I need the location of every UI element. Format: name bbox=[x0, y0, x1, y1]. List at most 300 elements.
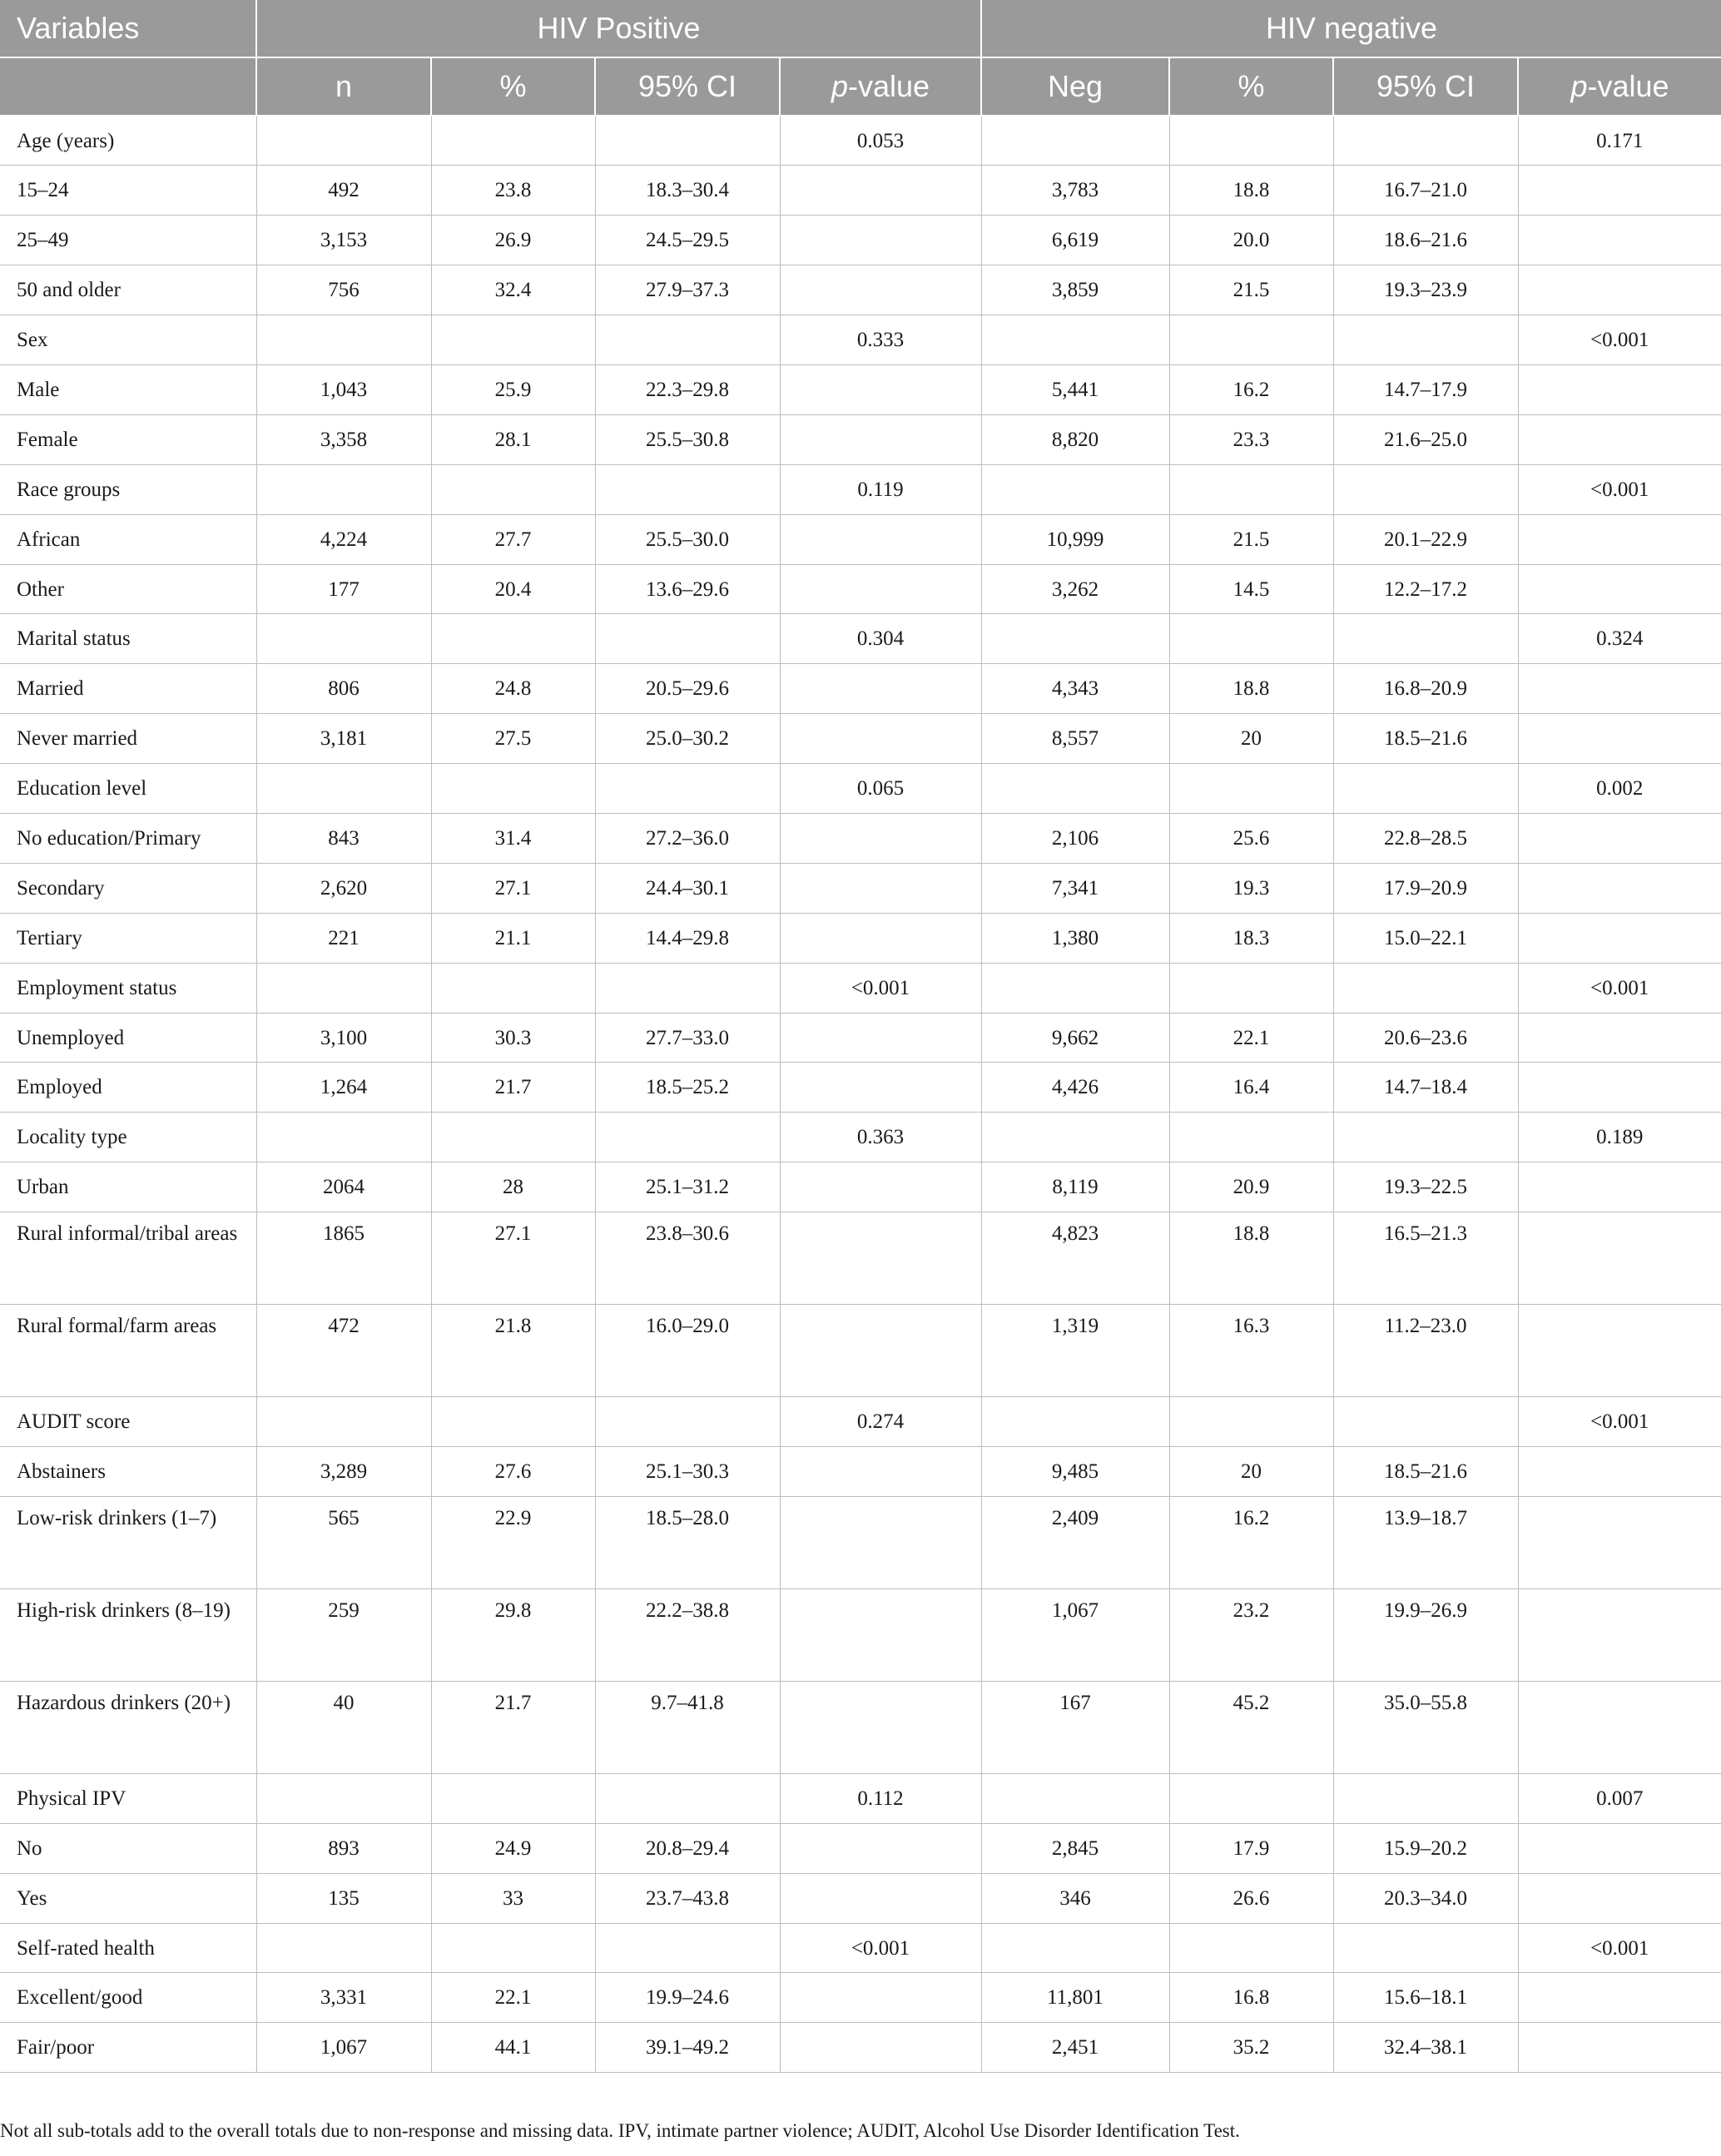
cell-pos-p-value bbox=[780, 1496, 981, 1589]
cell-pos-percent bbox=[431, 464, 595, 514]
header-neg-p-italic: p bbox=[1570, 69, 1588, 103]
cell-pos-n: 893 bbox=[256, 1823, 431, 1873]
header-neg-n: Neg bbox=[981, 57, 1169, 116]
cell-row-label: Hazardous drinkers (20+) bbox=[0, 1681, 256, 1773]
cell-pos-percent bbox=[431, 1923, 595, 1973]
cell-pos-ci: 23.8–30.6 bbox=[595, 1212, 780, 1305]
cell-pos-percent bbox=[431, 764, 595, 814]
cell-pos-p-value bbox=[780, 1162, 981, 1212]
cell-neg-n: 8,557 bbox=[981, 714, 1169, 764]
cell-row-label: No education/Primary bbox=[0, 813, 256, 863]
header-pos-p-value bbox=[780, 57, 981, 116]
cell-neg-percent bbox=[1169, 315, 1333, 365]
cell-neg-ci: 18.5–21.6 bbox=[1333, 714, 1518, 764]
cell-neg-n: 1,067 bbox=[981, 1589, 1169, 1681]
cell-row-label: Employed bbox=[0, 1063, 256, 1113]
cell-neg-p-value bbox=[1518, 216, 1721, 265]
cell-row-label: Excellent/good bbox=[0, 1973, 256, 2023]
cell-neg-n: 346 bbox=[981, 1873, 1169, 1923]
header-neg-p-suffix: -value bbox=[1587, 69, 1669, 103]
cell-neg-p-value bbox=[1518, 913, 1721, 963]
table-row bbox=[0, 1589, 1721, 1681]
table-row bbox=[0, 1063, 1721, 1113]
cell-neg-p-value bbox=[1518, 364, 1721, 414]
cell-pos-p-value: 0.065 bbox=[780, 764, 981, 814]
cell-row-label: Self-rated health bbox=[0, 1923, 256, 1973]
table-row bbox=[0, 863, 1721, 913]
table-row bbox=[0, 315, 1721, 365]
cell-pos-n: 40 bbox=[256, 1681, 431, 1773]
cell-pos-p-value bbox=[780, 1823, 981, 1873]
header-pos-p-italic: p bbox=[831, 69, 848, 103]
cell-neg-percent: 19.3 bbox=[1169, 863, 1333, 913]
cell-row-label: Employment status bbox=[0, 963, 256, 1013]
cell-pos-n: 135 bbox=[256, 1873, 431, 1923]
cell-row-label: Race groups bbox=[0, 464, 256, 514]
table-body bbox=[0, 116, 1721, 2073]
cell-neg-percent: 45.2 bbox=[1169, 1681, 1333, 1773]
cell-pos-ci bbox=[595, 116, 780, 166]
cell-neg-p-value bbox=[1518, 514, 1721, 564]
cell-pos-ci: 25.1–30.3 bbox=[595, 1446, 780, 1496]
cell-neg-percent: 16.2 bbox=[1169, 1496, 1333, 1589]
cell-neg-n bbox=[981, 315, 1169, 365]
cell-row-label: Sex bbox=[0, 315, 256, 365]
cell-pos-ci: 18.5–25.2 bbox=[595, 1063, 780, 1113]
cell-pos-ci bbox=[595, 315, 780, 365]
cell-pos-p-value bbox=[780, 714, 981, 764]
table-row bbox=[0, 1873, 1721, 1923]
cell-pos-p-value bbox=[780, 1681, 981, 1773]
cell-neg-ci: 32.4–38.1 bbox=[1333, 2023, 1518, 2073]
cell-neg-percent: 16.2 bbox=[1169, 364, 1333, 414]
cell-neg-n: 7,341 bbox=[981, 863, 1169, 913]
cell-pos-percent: 32.4 bbox=[431, 265, 595, 315]
cell-neg-percent: 23.2 bbox=[1169, 1589, 1333, 1681]
table-row bbox=[0, 1496, 1721, 1589]
cell-neg-p-value bbox=[1518, 1973, 1721, 2023]
cell-pos-ci: 25.5–30.8 bbox=[595, 414, 780, 464]
cell-neg-n: 9,662 bbox=[981, 1013, 1169, 1063]
cell-pos-percent: 31.4 bbox=[431, 813, 595, 863]
cell-pos-n: 806 bbox=[256, 664, 431, 714]
cell-pos-p-value: 0.304 bbox=[780, 614, 981, 664]
cell-pos-n bbox=[256, 963, 431, 1013]
cell-neg-n: 4,823 bbox=[981, 1212, 1169, 1305]
cell-row-label: Unemployed bbox=[0, 1013, 256, 1063]
cell-row-label: 25–49 bbox=[0, 216, 256, 265]
cell-neg-n bbox=[981, 963, 1169, 1013]
cell-neg-ci: 15.6–18.1 bbox=[1333, 1973, 1518, 2023]
cell-neg-percent: 16.3 bbox=[1169, 1305, 1333, 1397]
cell-neg-ci: 19.3–23.9 bbox=[1333, 265, 1518, 315]
header-hiv-positive: HIV Positive bbox=[256, 0, 981, 57]
cell-pos-ci: 24.4–30.1 bbox=[595, 863, 780, 913]
cell-pos-ci: 18.3–30.4 bbox=[595, 166, 780, 216]
cell-pos-n: 756 bbox=[256, 265, 431, 315]
cell-neg-ci bbox=[1333, 1923, 1518, 1973]
cell-neg-percent bbox=[1169, 614, 1333, 664]
table-row bbox=[0, 1446, 1721, 1496]
table-row bbox=[0, 913, 1721, 963]
cell-neg-n: 8,119 bbox=[981, 1162, 1169, 1212]
cell-pos-p-value: 0.112 bbox=[780, 1773, 981, 1823]
cell-neg-p-value bbox=[1518, 1305, 1721, 1397]
cell-pos-n bbox=[256, 464, 431, 514]
cell-pos-p-value bbox=[780, 913, 981, 963]
cell-neg-p-value: <0.001 bbox=[1518, 464, 1721, 514]
cell-pos-n: 1,264 bbox=[256, 1063, 431, 1113]
cell-neg-p-value bbox=[1518, 1823, 1721, 1873]
table-row bbox=[0, 564, 1721, 614]
table-row bbox=[0, 514, 1721, 564]
cell-pos-percent bbox=[431, 1773, 595, 1823]
cell-pos-p-value bbox=[780, 1063, 981, 1113]
cell-pos-percent: 27.5 bbox=[431, 714, 595, 764]
cell-pos-n: 3,289 bbox=[256, 1446, 431, 1496]
cell-row-label: Tertiary bbox=[0, 913, 256, 963]
cell-pos-ci bbox=[595, 464, 780, 514]
cell-pos-p-value: <0.001 bbox=[780, 1923, 981, 1973]
sub-header-row bbox=[0, 57, 1721, 116]
cell-row-label: Female bbox=[0, 414, 256, 464]
cell-neg-ci: 19.3–22.5 bbox=[1333, 1162, 1518, 1212]
cell-row-label: Abstainers bbox=[0, 1446, 256, 1496]
cell-pos-ci: 39.1–49.2 bbox=[595, 2023, 780, 2073]
cell-neg-n: 1,380 bbox=[981, 913, 1169, 963]
cell-neg-ci: 35.0–55.8 bbox=[1333, 1681, 1518, 1773]
cell-pos-p-value bbox=[780, 414, 981, 464]
table-row bbox=[0, 1823, 1721, 1873]
cell-row-label: AUDIT score bbox=[0, 1397, 256, 1447]
cell-neg-ci bbox=[1333, 464, 1518, 514]
table-footnote: Not all sub-totals add to the overall totals due to non-response and missing data. IPV, intimate partner violence; AUDIT, Alcohol Use Disorder Identification Test. bbox=[0, 2120, 1240, 2141]
cell-pos-ci: 20.5–29.6 bbox=[595, 664, 780, 714]
cell-neg-p-value bbox=[1518, 166, 1721, 216]
cell-pos-n bbox=[256, 1773, 431, 1823]
cell-neg-ci: 16.5–21.3 bbox=[1333, 1212, 1518, 1305]
cell-neg-percent: 35.2 bbox=[1169, 2023, 1333, 2073]
cell-neg-n bbox=[981, 614, 1169, 664]
cell-pos-n: 3,358 bbox=[256, 414, 431, 464]
cell-neg-n bbox=[981, 464, 1169, 514]
cell-neg-n: 6,619 bbox=[981, 216, 1169, 265]
cell-neg-percent: 16.8 bbox=[1169, 1973, 1333, 2023]
cell-pos-ci: 25.1–31.2 bbox=[595, 1162, 780, 1212]
table-row bbox=[0, 1973, 1721, 2023]
cell-neg-p-value: <0.001 bbox=[1518, 315, 1721, 365]
cell-row-label: African bbox=[0, 514, 256, 564]
cell-pos-percent: 24.8 bbox=[431, 664, 595, 714]
cell-pos-ci: 9.7–41.8 bbox=[595, 1681, 780, 1773]
cell-neg-ci: 14.7–17.9 bbox=[1333, 364, 1518, 414]
cell-neg-n: 167 bbox=[981, 1681, 1169, 1773]
cell-neg-percent: 26.6 bbox=[1169, 1873, 1333, 1923]
cell-pos-n bbox=[256, 614, 431, 664]
cell-neg-p-value bbox=[1518, 714, 1721, 764]
cell-neg-n: 4,426 bbox=[981, 1063, 1169, 1113]
cell-neg-n: 8,820 bbox=[981, 414, 1169, 464]
cell-pos-percent: 27.1 bbox=[431, 1212, 595, 1305]
header-pos-percent: % bbox=[431, 57, 595, 116]
table-row bbox=[0, 664, 1721, 714]
cell-neg-n: 2,845 bbox=[981, 1823, 1169, 1873]
cell-neg-percent bbox=[1169, 116, 1333, 166]
cell-row-label: Urban bbox=[0, 1162, 256, 1212]
cell-neg-n: 5,441 bbox=[981, 364, 1169, 414]
cell-neg-percent: 16.4 bbox=[1169, 1063, 1333, 1113]
cell-pos-n bbox=[256, 1397, 431, 1447]
cell-neg-percent: 18.3 bbox=[1169, 913, 1333, 963]
cell-pos-ci bbox=[595, 764, 780, 814]
cell-pos-percent: 24.9 bbox=[431, 1823, 595, 1873]
cell-neg-percent: 23.3 bbox=[1169, 414, 1333, 464]
cell-pos-p-value bbox=[780, 1446, 981, 1496]
header-hiv-negative: HIV negative bbox=[981, 0, 1721, 57]
table-row bbox=[0, 166, 1721, 216]
cell-pos-ci: 27.7–33.0 bbox=[595, 1013, 780, 1063]
cell-neg-p-value: 0.189 bbox=[1518, 1113, 1721, 1162]
cell-neg-percent: 18.8 bbox=[1169, 1212, 1333, 1305]
cell-neg-ci bbox=[1333, 1773, 1518, 1823]
cell-pos-percent bbox=[431, 614, 595, 664]
cell-pos-percent: 28 bbox=[431, 1162, 595, 1212]
cell-pos-p-value bbox=[780, 1589, 981, 1681]
cell-row-label: 50 and older bbox=[0, 265, 256, 315]
cell-neg-ci bbox=[1333, 116, 1518, 166]
cell-neg-p-value bbox=[1518, 1681, 1721, 1773]
cell-neg-p-value bbox=[1518, 414, 1721, 464]
cell-neg-p-value bbox=[1518, 1873, 1721, 1923]
cell-pos-ci: 25.5–30.0 bbox=[595, 514, 780, 564]
cell-neg-ci: 15.0–22.1 bbox=[1333, 913, 1518, 963]
cell-neg-percent bbox=[1169, 764, 1333, 814]
cell-pos-percent: 20.4 bbox=[431, 564, 595, 614]
cell-row-label: Other bbox=[0, 564, 256, 614]
cell-neg-n: 9,485 bbox=[981, 1446, 1169, 1496]
cell-neg-ci: 20.6–23.6 bbox=[1333, 1013, 1518, 1063]
cell-pos-percent: 44.1 bbox=[431, 2023, 595, 2073]
cell-neg-ci: 20.1–22.9 bbox=[1333, 514, 1518, 564]
cell-pos-n: 221 bbox=[256, 913, 431, 963]
cell-pos-n: 2,620 bbox=[256, 863, 431, 913]
cell-neg-ci: 15.9–20.2 bbox=[1333, 1823, 1518, 1873]
cell-neg-percent: 14.5 bbox=[1169, 564, 1333, 614]
cell-neg-ci bbox=[1333, 614, 1518, 664]
cell-pos-percent bbox=[431, 963, 595, 1013]
table-row bbox=[0, 614, 1721, 664]
cell-pos-n: 843 bbox=[256, 813, 431, 863]
cell-neg-n bbox=[981, 1773, 1169, 1823]
header-pos-n: n bbox=[256, 57, 431, 116]
cell-pos-p-value bbox=[780, 166, 981, 216]
cell-row-label: Male bbox=[0, 364, 256, 414]
cell-row-label: Rural informal/tribal areas bbox=[0, 1212, 256, 1305]
cell-neg-ci: 19.9–26.9 bbox=[1333, 1589, 1518, 1681]
cell-row-label: Locality type bbox=[0, 1113, 256, 1162]
cell-row-label: Marital status bbox=[0, 614, 256, 664]
table-row bbox=[0, 116, 1721, 166]
cell-pos-percent: 21.7 bbox=[431, 1063, 595, 1113]
cell-neg-percent: 21.5 bbox=[1169, 514, 1333, 564]
cell-neg-n bbox=[981, 116, 1169, 166]
cell-pos-p-value bbox=[780, 2023, 981, 2073]
cell-pos-n bbox=[256, 315, 431, 365]
cell-pos-n: 1865 bbox=[256, 1212, 431, 1305]
cell-neg-p-value bbox=[1518, 863, 1721, 913]
cell-row-label: 15–24 bbox=[0, 166, 256, 216]
cell-neg-p-value: 0.007 bbox=[1518, 1773, 1721, 1823]
cell-pos-percent: 22.9 bbox=[431, 1496, 595, 1589]
cell-pos-ci: 19.9–24.6 bbox=[595, 1973, 780, 2023]
cell-neg-p-value bbox=[1518, 813, 1721, 863]
cell-neg-ci: 21.6–25.0 bbox=[1333, 414, 1518, 464]
cell-pos-ci: 22.3–29.8 bbox=[595, 364, 780, 414]
cell-neg-n: 10,999 bbox=[981, 514, 1169, 564]
cell-pos-ci: 18.5–28.0 bbox=[595, 1496, 780, 1589]
cell-neg-p-value: <0.001 bbox=[1518, 1397, 1721, 1447]
cell-neg-ci bbox=[1333, 764, 1518, 814]
cell-neg-ci: 16.8–20.9 bbox=[1333, 664, 1518, 714]
cell-pos-p-value bbox=[780, 514, 981, 564]
header-pos-ci: 95% CI bbox=[595, 57, 780, 116]
cell-neg-n: 2,106 bbox=[981, 813, 1169, 863]
cell-pos-ci: 14.4–29.8 bbox=[595, 913, 780, 963]
cell-neg-n: 1,319 bbox=[981, 1305, 1169, 1397]
cell-neg-n: 2,451 bbox=[981, 2023, 1169, 2073]
cell-pos-percent: 29.8 bbox=[431, 1589, 595, 1681]
table-row bbox=[0, 963, 1721, 1013]
cell-pos-ci bbox=[595, 1773, 780, 1823]
cell-neg-p-value bbox=[1518, 1496, 1721, 1589]
cell-neg-n bbox=[981, 1113, 1169, 1162]
cell-pos-n: 177 bbox=[256, 564, 431, 614]
cell-row-label: Married bbox=[0, 664, 256, 714]
cell-pos-p-value bbox=[780, 813, 981, 863]
cell-pos-p-value bbox=[780, 1212, 981, 1305]
cell-neg-ci bbox=[1333, 963, 1518, 1013]
cell-neg-ci: 18.5–21.6 bbox=[1333, 1446, 1518, 1496]
cell-pos-n: 2064 bbox=[256, 1162, 431, 1212]
cell-pos-p-value bbox=[780, 564, 981, 614]
cell-pos-ci bbox=[595, 1397, 780, 1447]
cell-row-label: Low-risk drinkers (1–7) bbox=[0, 1496, 256, 1589]
cell-neg-n: 3,859 bbox=[981, 265, 1169, 315]
cell-neg-percent bbox=[1169, 1773, 1333, 1823]
table-row bbox=[0, 265, 1721, 315]
cell-neg-ci: 13.9–18.7 bbox=[1333, 1496, 1518, 1589]
cell-pos-p-value bbox=[780, 265, 981, 315]
cell-neg-percent: 20 bbox=[1169, 714, 1333, 764]
cell-pos-n: 4,224 bbox=[256, 514, 431, 564]
cell-neg-n: 2,409 bbox=[981, 1496, 1169, 1589]
cell-pos-n: 492 bbox=[256, 166, 431, 216]
table-row bbox=[0, 1305, 1721, 1397]
cell-pos-percent bbox=[431, 1397, 595, 1447]
cell-pos-percent bbox=[431, 1113, 595, 1162]
cell-pos-percent: 25.9 bbox=[431, 364, 595, 414]
cell-neg-percent: 20.9 bbox=[1169, 1162, 1333, 1212]
cell-neg-p-value bbox=[1518, 265, 1721, 315]
cell-pos-percent: 27.7 bbox=[431, 514, 595, 564]
cell-neg-p-value bbox=[1518, 1446, 1721, 1496]
cell-pos-n: 259 bbox=[256, 1589, 431, 1681]
table-row bbox=[0, 1162, 1721, 1212]
cell-neg-ci: 18.6–21.6 bbox=[1333, 216, 1518, 265]
table-row bbox=[0, 1923, 1721, 1973]
cell-neg-p-value: <0.001 bbox=[1518, 1923, 1721, 1973]
cell-pos-percent: 26.9 bbox=[431, 216, 595, 265]
cell-neg-n bbox=[981, 764, 1169, 814]
cell-pos-n: 565 bbox=[256, 1496, 431, 1589]
cell-neg-p-value bbox=[1518, 1212, 1721, 1305]
cell-pos-n: 3,100 bbox=[256, 1013, 431, 1063]
cell-pos-n bbox=[256, 116, 431, 166]
cell-neg-ci: 17.9–20.9 bbox=[1333, 863, 1518, 913]
cell-pos-p-value bbox=[780, 1305, 981, 1397]
cell-neg-ci: 16.7–21.0 bbox=[1333, 166, 1518, 216]
cell-pos-ci: 16.0–29.0 bbox=[595, 1305, 780, 1397]
table-row bbox=[0, 464, 1721, 514]
cell-neg-ci bbox=[1333, 1113, 1518, 1162]
cell-row-label: Age (years) bbox=[0, 116, 256, 166]
cell-neg-p-value bbox=[1518, 1013, 1721, 1063]
cell-pos-ci: 23.7–43.8 bbox=[595, 1873, 780, 1923]
cell-pos-p-value bbox=[780, 863, 981, 913]
cell-pos-p-value bbox=[780, 664, 981, 714]
cell-neg-ci: 11.2–23.0 bbox=[1333, 1305, 1518, 1397]
cell-neg-percent: 25.6 bbox=[1169, 813, 1333, 863]
cell-neg-p-value: 0.002 bbox=[1518, 764, 1721, 814]
table-row bbox=[0, 414, 1721, 464]
table-row bbox=[0, 1681, 1721, 1773]
cell-neg-ci bbox=[1333, 315, 1518, 365]
cell-row-label: Education level bbox=[0, 764, 256, 814]
cell-pos-n: 3,331 bbox=[256, 1973, 431, 2023]
cell-neg-p-value: <0.001 bbox=[1518, 963, 1721, 1013]
cell-neg-p-value bbox=[1518, 1063, 1721, 1113]
cell-neg-n: 3,783 bbox=[981, 166, 1169, 216]
cell-row-label: Rural formal/farm areas bbox=[0, 1305, 256, 1397]
cell-neg-p-value: 0.171 bbox=[1518, 116, 1721, 166]
cell-row-label: Never married bbox=[0, 714, 256, 764]
cell-neg-p-value: 0.324 bbox=[1518, 614, 1721, 664]
cell-pos-ci: 27.2–36.0 bbox=[595, 813, 780, 863]
cell-pos-percent: 22.1 bbox=[431, 1973, 595, 2023]
header-variables: Variables bbox=[0, 0, 256, 57]
cell-neg-percent: 18.8 bbox=[1169, 166, 1333, 216]
header-pos-p-suffix: -value bbox=[847, 69, 930, 103]
cell-pos-p-value bbox=[780, 364, 981, 414]
cell-neg-p-value bbox=[1518, 2023, 1721, 2073]
cell-pos-p-value: 0.363 bbox=[780, 1113, 981, 1162]
cell-pos-p-value bbox=[780, 1013, 981, 1063]
cell-neg-ci: 12.2–17.2 bbox=[1333, 564, 1518, 614]
cell-pos-percent: 21.1 bbox=[431, 913, 595, 963]
group-header-row bbox=[0, 0, 1721, 57]
cell-pos-n: 3,181 bbox=[256, 714, 431, 764]
cell-pos-n bbox=[256, 1113, 431, 1162]
cell-neg-p-value bbox=[1518, 564, 1721, 614]
table-row bbox=[0, 1013, 1721, 1063]
cell-row-label: High-risk drinkers (8–19) bbox=[0, 1589, 256, 1681]
cell-pos-n: 472 bbox=[256, 1305, 431, 1397]
cell-neg-ci: 20.3–34.0 bbox=[1333, 1873, 1518, 1923]
cell-neg-ci bbox=[1333, 1397, 1518, 1447]
cell-pos-p-value bbox=[780, 1973, 981, 2023]
cell-neg-p-value bbox=[1518, 1589, 1721, 1681]
cell-pos-percent: 33 bbox=[431, 1873, 595, 1923]
